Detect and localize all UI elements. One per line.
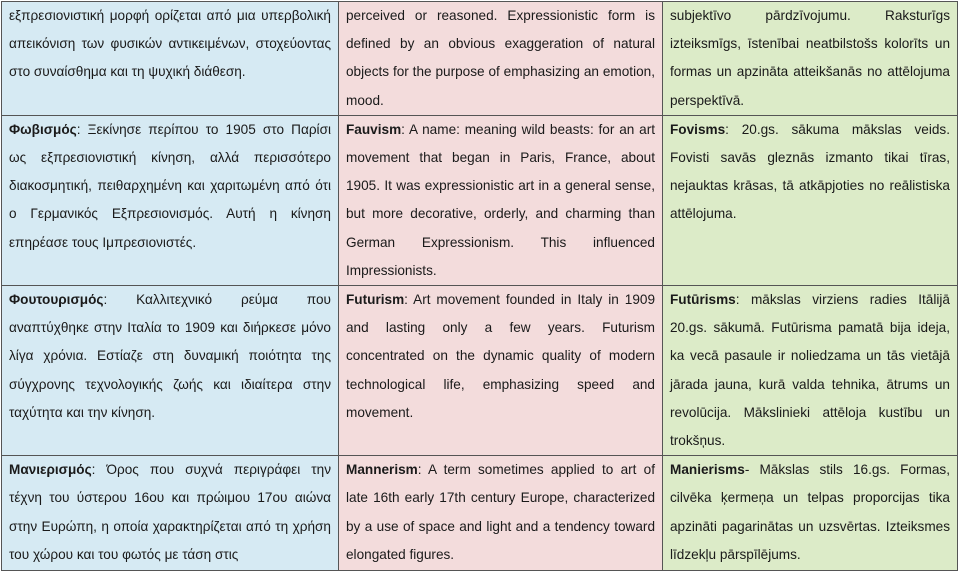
definition: perceived or reasoned. Expressionistic form is defined by an obvious exaggeration of natural objects for the purpose of emphasizing an emotion, mood. <box>346 8 655 108</box>
english-cell <box>339 2 663 116</box>
term-separator: : <box>725 121 742 137</box>
definition: Mākslas stils 16.gs. Formas, cilvēka ķermeņa un telpas proporcijas tika apzināti pagarinātas un uzsvērtas. Izteiksmes līdzekļu pārspīlējums. <box>670 462 950 562</box>
english-cell <box>339 115 663 285</box>
greek-cell <box>2 115 339 285</box>
term-separator: : <box>735 292 751 308</box>
term: Mannerism <box>346 462 418 478</box>
latvian-cell <box>663 456 958 571</box>
table-row <box>2 286 958 456</box>
definition: Όρος που συχνά περιγράφει την τέχνη του ύστερου 16ου και πρώιμου 17ου αιώνα στην Ευρώπη, η οποία χαρακτηρίζεται από τη χρήση του χώρου και του φωτός με τάση στις <box>9 462 331 562</box>
definition: A term sometimes applied to art of late 16th early 17th century Europe, characterized by a use of space and light and a tendency toward elongated figures. <box>346 462 655 562</box>
latvian-cell <box>663 115 958 285</box>
term-separator: : <box>76 121 88 137</box>
english-cell <box>339 286 663 456</box>
term-separator: : <box>401 121 409 137</box>
greek-cell <box>2 456 339 571</box>
table-row <box>2 456 958 571</box>
term-separator: - <box>744 462 760 478</box>
term: Futurism <box>346 292 405 308</box>
term-separator: : <box>404 292 414 308</box>
term: Fauvism <box>346 121 402 137</box>
greek-cell <box>2 2 339 116</box>
definition: Ξεκίνησε περίπου το 1905 στο Παρίσι ως εξπρεσιονιστική κίνηση, αλλά περισσότερο διακοσμητική, πειθαρχημένη και χαριτωμένη από ότι ο Γερμανικός Εξπρεσιονισμός. Αυτή η κίνηση επηρέασε τους Ιμπρεσιονιστές. <box>9 121 331 250</box>
table-row <box>2 2 958 116</box>
definition: mākslas virziens radies Itālijā 20.gs. sākumā. Futūrisma pamatā bija ideja, ka vecā pasaule ir noliedzama un tās vietājā jārada jauna, kurā valda tehnika, ātrums un revolūcija. Mākslinieki attēloja kustību un trokšņus. <box>670 292 950 449</box>
definition: subjektīvo pārdzīvojumu. Raksturīgs izteiksmīgs, īstenībai neatbilstošs kolorīts un formas un apzināta atteikšanās no attēlojuma perspektīvā. <box>670 8 950 108</box>
definition: 20.gs. sākuma mākslas veids. Fovisti savās gleznās izmanto tikai tīras, nejauktas krāsas, tā atkāpjoties no reālistiska attēlojuma. <box>670 121 950 222</box>
term-separator: : <box>103 292 137 308</box>
english-cell <box>339 456 663 571</box>
definition: Art movement founded in Italy in 1909 and lasting only a few years. Futurism concentrated on the dynamic quality of modern technological life, emphasizing speed and movement. <box>346 292 655 420</box>
glossary-table <box>1 1 958 571</box>
definition: Καλλιτεχνικό ρεύμα που αναπτύχθηκε στην Ιταλία το 1909 και διήρκεσε μόνο λίγα χρόνια. Εστίαζε στη δυναμική ποιότητα της σύγχρονης τεχνολογικής ζωής και ιδιαίτερα στην ταχύτητα και την κίνηση. <box>9 292 331 420</box>
table-row <box>2 115 958 285</box>
term: Futūrisms <box>670 292 736 308</box>
definition: εξπρεσιονιστική μορφή ορίζεται από μια υπερβολική απεικόνιση των φυσικών αντικειμένων, στοχεύοντας στο συναίσθημα και τη ψυχική διάθεση. <box>9 8 331 80</box>
definition: A name: meaning wild beasts: for an art movement that began in Paris, France, about 1905. It was expressionistic art in a general sense, but more decorative, orderly, and charming than German Expressionism. This influenced Impressionists. <box>346 121 655 278</box>
term: Φωβισμός <box>9 121 77 137</box>
greek-cell <box>2 286 339 456</box>
term: Φουτουρισμός <box>9 292 104 308</box>
latvian-cell <box>663 2 958 116</box>
latvian-cell <box>663 286 958 456</box>
term: Manierisms <box>670 462 745 478</box>
term: Fovisms <box>670 121 726 137</box>
term: Μανιερισμός <box>9 462 92 478</box>
term-separator: : <box>91 462 107 478</box>
term-separator: : <box>417 462 429 478</box>
